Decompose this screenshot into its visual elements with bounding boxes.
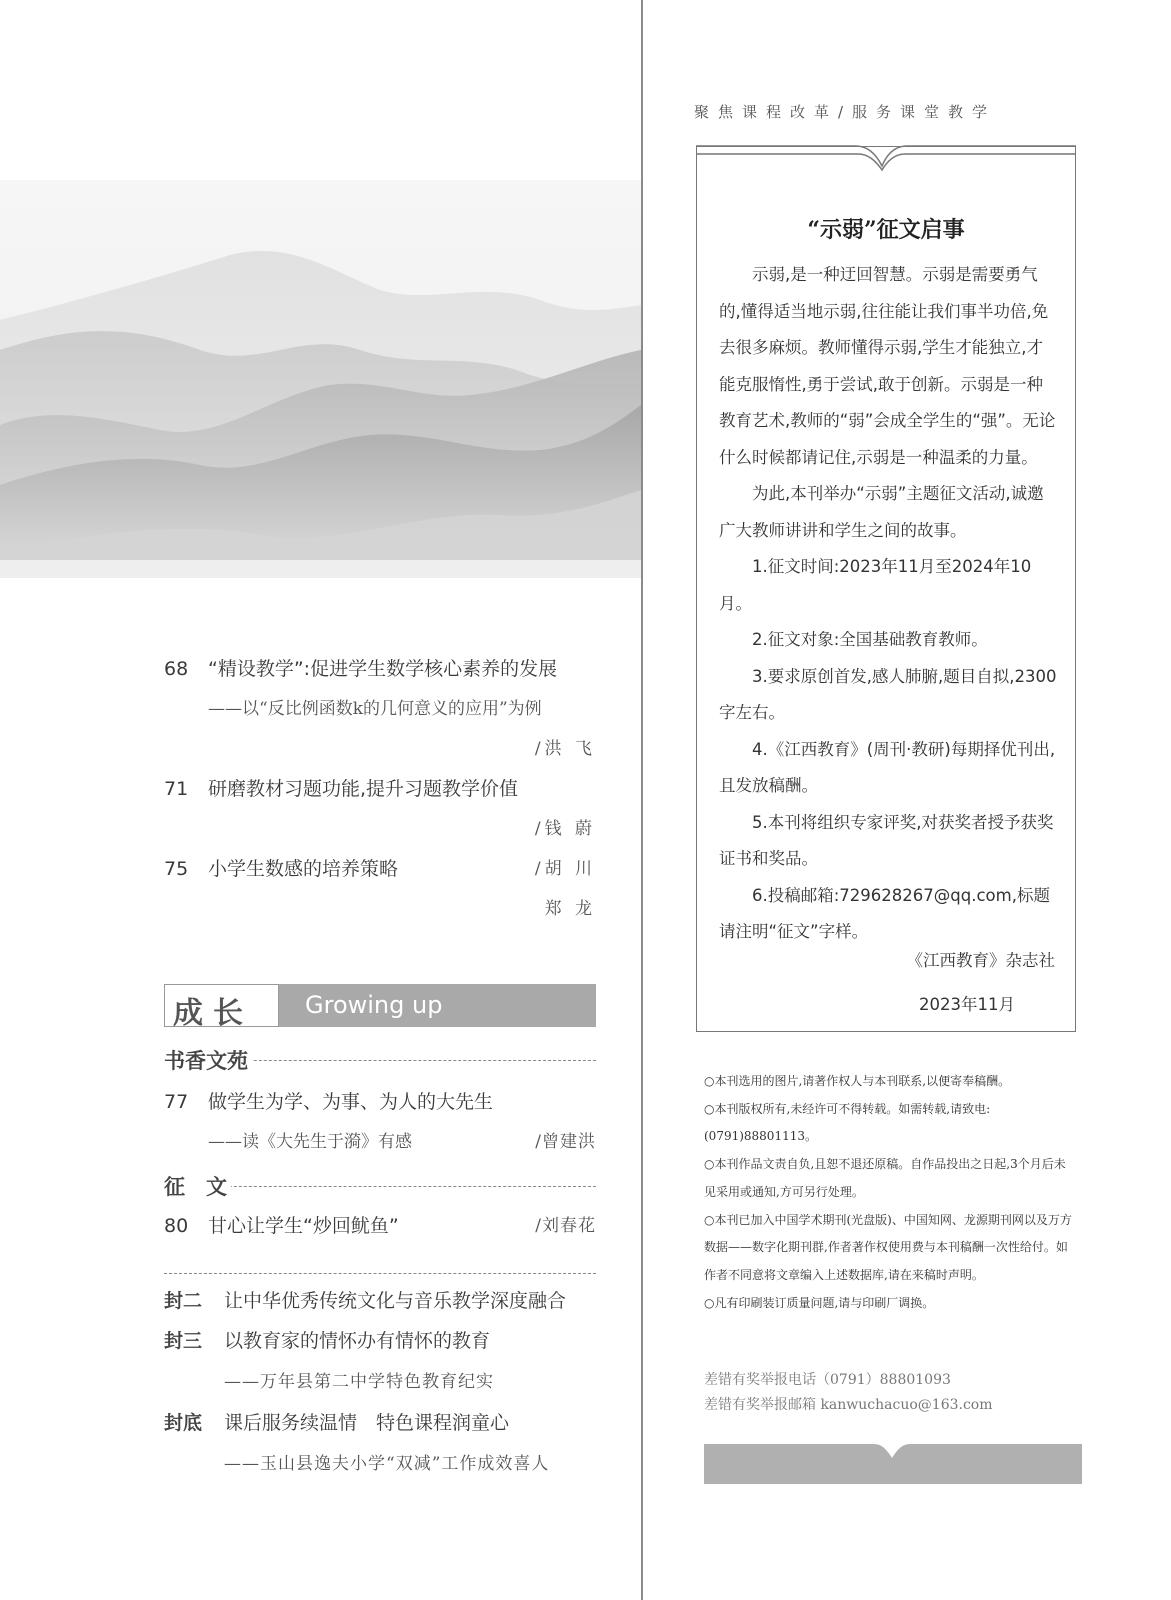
book-cap-ornament (696, 140, 1076, 180)
cover-subtitle: ——万年县第二中学特色教育纪实 (224, 1372, 494, 1392)
section-banner-growing-up (164, 984, 596, 1031)
toc-author: /钱 蔚 (534, 819, 596, 839)
cover-subtitle: ——玉山县逸夫小学“双减”工作成效喜人 (224, 1454, 550, 1474)
cover-label: 封二 (164, 1290, 203, 1312)
toc-entry[interactable] (164, 855, 596, 895)
fine-print-line: ○凡有印刷装订质量问题,请与印刷厂调换。 (704, 1295, 935, 1310)
section-header (164, 1171, 596, 1201)
toc-title: “精设教学”:促进学生数学核心素养的发展 (208, 658, 558, 680)
cover-entry[interactable] (164, 1326, 596, 1366)
notice-signature: 《江西教育》杂志社 (906, 951, 1055, 970)
fine-print-line: ○本刊作品文责自负,且恕不退还原稿。自作品投出之日起,3个月后未见采用或通知,方可另行处理。 (704, 1157, 1066, 1199)
toc-subtitle-row (164, 1128, 596, 1168)
cover-subtitle-row (164, 1449, 596, 1489)
toc-entry[interactable] (164, 775, 596, 815)
notice-paragraph: 为此,本刊举办“示弱”主题征文活动,诚邀广大教师讲讲和学生之间的故事。 (719, 484, 1044, 540)
toc-author: /洪 飞 (534, 739, 596, 759)
notice-paragraph: 6.投稿邮箱:729628267@qq.com,标题请注明“征文”字样。 (719, 885, 1050, 941)
section-label: 征 文 (164, 1171, 231, 1201)
toc-author: 郑 龙 (544, 899, 596, 919)
fine-print-line: ○本刊版权所有,未经许可不得转载。如需转载,请致电:(0791)88801113。 (704, 1101, 991, 1144)
toc-author-row (164, 735, 596, 775)
notice-paragraph: 3.要求原创首发,感人肺腑,题目自拟,2300字左右。 (719, 666, 1057, 722)
cover-title: 让中华优秀传统文化与音乐教学深度融合 (224, 1290, 567, 1312)
fine-print (704, 1068, 1076, 1317)
toc-entry[interactable] (164, 1088, 596, 1128)
notice-paragraph: 2.征文对象:全国基础教育教师。 (752, 630, 988, 649)
notice-body (719, 257, 1059, 951)
banner-en-label: Growing up (305, 991, 443, 1019)
notice-paragraph: 4.《江西教育》(周刊·教研)每期择优刊出,且发放稿酬。 (719, 739, 1056, 795)
banner-cn-box (164, 984, 279, 1031)
toc-subtitle-row (164, 695, 596, 735)
cover-title: 以教育家的情怀办有情怀的教育 (224, 1330, 491, 1352)
toc-page-number: 80 (164, 1215, 189, 1237)
toc-page-number: 77 (164, 1091, 189, 1113)
error-report-info (704, 1368, 993, 1418)
toc-entry[interactable] (164, 655, 596, 695)
section-label: 书香文苑 (164, 1045, 252, 1075)
notice-title: “示弱”征文启事 (807, 217, 965, 243)
cover-entry[interactable] (164, 1408, 596, 1448)
toc-author: /胡 川 (534, 859, 596, 879)
toc-title: 小学生数感的培养策略 (208, 858, 399, 880)
toc-subtitle: ——以“反比例函数k的几何意义的应用”为例 (208, 699, 542, 719)
cover-entry[interactable] (164, 1286, 596, 1326)
report-email: 差错有奖举报邮箱 kanwuchacuo@163.com (704, 1397, 993, 1413)
cover-subtitle-row (164, 1367, 596, 1407)
banner-cn-label: 成长 (173, 996, 253, 1031)
toc-list (164, 655, 596, 935)
toc-title: 做学生为学、为事、为人的大先生 (208, 1091, 494, 1113)
toc-page-number: 71 (164, 778, 189, 800)
toc-author: /刘春花 (535, 1216, 596, 1236)
cover-title: 课后服务续温情 特色课程润童心 (224, 1412, 510, 1434)
column-divider (641, 0, 643, 1600)
toc-author-row (164, 815, 596, 855)
toc-page-number: 75 (164, 858, 189, 880)
notice-date: 2023年11月 (919, 995, 1015, 1014)
fine-print-line: ○本刊选用的图片,请著作权人与本刊联系,以便寄奉稿酬。 (704, 1074, 1011, 1088)
call-for-papers-box (696, 146, 1076, 1032)
notice-paragraph: 示弱,是一种迂回智慧。示弱是需要勇气的,懂得适当地示弱,往往能让我们事半功倍,免去很多麻烦。教师懂得示弱,学生才能独立,才能克服惰性,勇于尝试,敢于创新。示弱是一种教育艺术,教师的“弱”会成全学生的“强”。无论什么时候都请记住,示弱是一种温柔的力量。 (719, 265, 1056, 467)
notice-paragraph: 5.本刊将组织专家评奖,对获奖者授予获奖证书和奖品。 (719, 812, 1054, 868)
bottom-ornament-bar (704, 1444, 1082, 1484)
toc-page-number: 68 (164, 658, 189, 680)
toc-entry[interactable] (164, 1212, 596, 1252)
toc-list (164, 1088, 596, 1168)
cover-label: 封三 (164, 1330, 203, 1352)
toc-author-row (164, 895, 596, 935)
cover-label: 封底 (164, 1412, 203, 1434)
toc-title: 研磨教材习题功能,提升习题教学价值 (208, 778, 519, 800)
toc-list (164, 1212, 596, 1252)
header-slogan: 聚焦课程改革/服务课堂教学 (694, 103, 997, 121)
mountain-landscape-image (0, 180, 641, 578)
dashed-rule (164, 1273, 596, 1274)
notice-paragraph: 1.征文时间:2023年11月至2024年10月。 (719, 557, 1032, 613)
section-header (164, 1045, 596, 1075)
toc-author: /曾建洪 (535, 1132, 596, 1152)
toc-subtitle: ——读《大先生于漪》有感 (208, 1132, 412, 1152)
fine-print-line: ○本刊已加入中国学术期刊(光盘版)、中国知网、龙源期刊网以及万方数据——数字化期刊群,作者著作权使用费与本刊稿酬一次性给付。如作者不同意将文章编入上述数据库,请在来稿时声明。 (704, 1212, 1072, 1282)
toc-title: 甘心让学生“炒回鱿鱼” (208, 1215, 399, 1237)
report-phone: 差错有奖举报电话（0791）88801093 (704, 1372, 951, 1388)
